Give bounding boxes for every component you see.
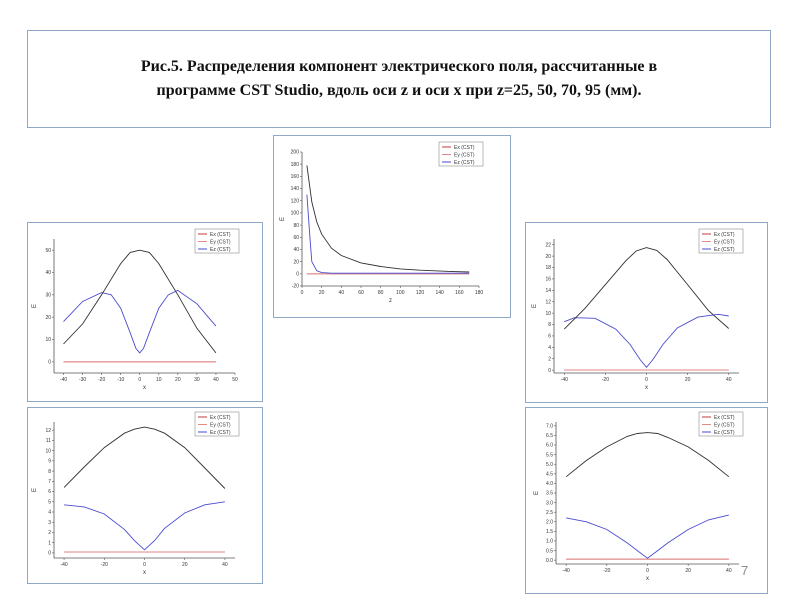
y-tick-label: 1 <box>48 540 51 547</box>
series-line <box>64 427 225 488</box>
y-tick-label: 8 <box>548 322 551 329</box>
y-tick-label: 2.5 <box>546 509 553 516</box>
legend-label: Ey (CST) <box>210 239 231 246</box>
y-tick-label: 3 <box>48 519 51 526</box>
figure-caption <box>101 55 697 103</box>
legend-label: Ey (CST) <box>454 152 475 159</box>
y-tick-label: 2 <box>48 530 51 537</box>
y-tick-label: 5.5 <box>546 452 553 459</box>
chart-panel-z-axis <box>273 135 511 318</box>
x-tick-label: 100 <box>396 290 405 296</box>
y-tick-label: 0 <box>48 359 51 366</box>
x-tick-label: 30 <box>194 377 200 383</box>
y-tick-label: 1.5 <box>546 529 553 536</box>
y-axis-label: E <box>32 303 38 309</box>
y-tick-label: 0 <box>296 271 299 278</box>
chart-z25 <box>28 223 264 403</box>
y-tick-label: 5.0 <box>546 461 553 468</box>
y-tick-label: 140 <box>290 186 299 193</box>
series-line <box>307 165 469 272</box>
y-axis-label: E <box>532 303 538 309</box>
x-tick-label: 20 <box>175 377 181 383</box>
y-tick-label: 5 <box>48 499 51 506</box>
y-tick-label: 50 <box>45 247 51 254</box>
x-tick-label: -40 <box>60 562 68 568</box>
y-tick-label: 6 <box>48 489 51 496</box>
x-tick-label: 0 <box>138 377 142 383</box>
x-tick-label: 140 <box>435 290 444 296</box>
y-tick-label: 4 <box>548 345 551 352</box>
y-tick-label: 7.0 <box>546 423 553 430</box>
legend-label: Ey (CST) <box>210 422 231 429</box>
x-tick-label: 0 <box>645 377 648 383</box>
chart-panel-z50 <box>27 407 263 584</box>
legend <box>195 412 239 436</box>
x-tick-label: 20 <box>318 290 325 296</box>
legend-label: Ex (CST) <box>454 144 475 151</box>
y-tick-label: 12 <box>545 299 551 306</box>
x-tick-label: 180 <box>474 290 484 296</box>
y-tick-label: 0 <box>548 367 551 374</box>
chart-z50 <box>28 408 264 585</box>
x-tick-label: 20 <box>685 568 691 574</box>
x-axis-label: x <box>645 385 648 391</box>
y-tick-label: 0.0 <box>546 557 553 564</box>
legend-label: Ex (CST) <box>714 231 735 238</box>
y-tick-label: 0.5 <box>546 548 553 555</box>
page-number: 7 <box>741 563 749 578</box>
legend <box>699 412 743 436</box>
y-tick-label: 1.0 <box>546 538 553 545</box>
x-tick-label: 0 <box>300 290 304 296</box>
y-tick-label: 6.0 <box>546 442 553 449</box>
chart-z70 <box>526 223 769 404</box>
y-tick-label: 7 <box>48 479 51 486</box>
y-tick-label: 200 <box>290 149 299 156</box>
legend <box>195 229 239 253</box>
x-tick-label: 60 <box>358 290 364 296</box>
y-tick-label: 120 <box>290 198 299 205</box>
x-tick-label: 40 <box>726 568 732 574</box>
y-tick-label: 40 <box>45 270 51 277</box>
legend-label: Ez (CST) <box>210 246 231 253</box>
y-tick-label: 14 <box>545 288 551 295</box>
y-tick-label: -20 <box>291 283 299 290</box>
x-tick-label: 0 <box>646 568 649 574</box>
x-tick-label: 10 <box>156 377 162 383</box>
y-axis-label: E <box>280 216 286 222</box>
legend-label: Ez (CST) <box>714 429 735 436</box>
legend-label: Ez (CST) <box>454 159 475 166</box>
x-tick-label: -20 <box>98 377 106 383</box>
caption-line-2: программе CST Studio, вдоль оси z и оси x при z=25, 50, 70, 95 (мм). <box>156 82 642 99</box>
y-tick-label: 3.0 <box>546 500 553 507</box>
x-tick-label: -20 <box>601 377 610 383</box>
x-axis-label: x <box>143 385 146 391</box>
y-tick-label: 20 <box>293 259 299 266</box>
chart-z-axis <box>274 136 512 319</box>
y-tick-label: 160 <box>290 174 299 181</box>
legend-label: Ex (CST) <box>210 414 231 421</box>
y-tick-label: 20 <box>545 253 551 260</box>
x-tick-label: 20 <box>181 562 188 568</box>
legend-label: Ex (CST) <box>714 414 735 421</box>
caption-line-1: Рис.5. Распределения компонент электрического поля, рассчитанные в <box>140 58 658 75</box>
y-tick-label: 16 <box>545 276 551 283</box>
y-tick-label: 80 <box>293 222 299 229</box>
x-tick-label: -20 <box>100 562 108 568</box>
y-tick-label: 40 <box>293 247 299 254</box>
y-tick-label: 2.0 <box>546 519 553 526</box>
x-tick-label: -40 <box>562 568 570 574</box>
legend-label: Ex (CST) <box>210 231 231 238</box>
y-tick-label: 4.5 <box>546 471 553 478</box>
chart-z95 <box>526 408 769 595</box>
x-tick-label: 50 <box>232 377 238 383</box>
y-tick-label: 20 <box>45 314 51 321</box>
chart-panel-z70 <box>525 222 768 403</box>
y-tick-label: 11 <box>45 438 51 445</box>
y-tick-label: 10 <box>45 337 51 344</box>
y-tick-label: 10 <box>545 310 551 317</box>
x-tick-label: 40 <box>213 377 219 383</box>
x-tick-label: 40 <box>222 562 228 568</box>
series-line <box>564 248 728 330</box>
x-tick-label: 0 <box>143 562 146 568</box>
x-tick-label: -30 <box>78 377 87 383</box>
y-tick-label: 3.5 <box>546 490 553 497</box>
caption-box <box>27 30 771 128</box>
x-tick-label: 80 <box>377 290 384 296</box>
y-tick-label: 0 <box>48 550 51 557</box>
x-axis-label: x <box>143 570 146 576</box>
chart-panel-z25 <box>27 222 263 402</box>
legend-label: Ey (CST) <box>714 239 735 246</box>
series-line <box>566 433 729 477</box>
series-line <box>564 314 728 367</box>
x-tick-label: 20 <box>684 377 691 383</box>
legend-label: Ez (CST) <box>714 246 735 253</box>
y-tick-label: 9 <box>48 458 51 465</box>
y-axis-label: E <box>534 490 540 496</box>
y-tick-label: 180 <box>290 161 299 168</box>
y-tick-label: 10 <box>45 448 51 455</box>
y-axis-label: E <box>32 487 38 493</box>
legend <box>699 229 743 253</box>
chart-panel-z95 <box>525 407 768 594</box>
x-tick-label: 40 <box>725 377 732 383</box>
y-tick-label: 4.0 <box>546 481 553 488</box>
x-tick-label: -40 <box>560 377 568 383</box>
y-tick-label: 30 <box>45 292 51 299</box>
x-tick-label: -40 <box>59 377 68 383</box>
x-tick-label: -20 <box>603 568 611 574</box>
x-tick-label: 160 <box>455 290 464 296</box>
legend-label: Ez (CST) <box>210 429 231 436</box>
y-tick-label: 2 <box>548 356 551 363</box>
x-tick-label: -10 <box>117 377 125 383</box>
y-tick-label: 12 <box>45 427 51 434</box>
legend <box>439 142 483 166</box>
series-line <box>307 195 469 274</box>
x-tick-label: 40 <box>338 290 345 296</box>
x-axis-label: z <box>389 298 392 304</box>
legend-label: Ey (CST) <box>714 422 735 429</box>
x-axis-label: x <box>646 576 649 582</box>
y-tick-label: 18 <box>545 265 551 272</box>
series-line <box>64 502 225 550</box>
x-tick-label: 120 <box>415 290 425 296</box>
y-tick-label: 4 <box>48 509 51 516</box>
y-tick-label: 22 <box>545 242 551 249</box>
y-tick-label: 100 <box>290 210 299 217</box>
y-tick-label: 60 <box>293 234 299 241</box>
series-line <box>566 515 729 558</box>
y-tick-label: 8 <box>48 468 51 475</box>
y-tick-label: 6.5 <box>546 433 553 440</box>
y-tick-label: 6 <box>548 333 551 340</box>
